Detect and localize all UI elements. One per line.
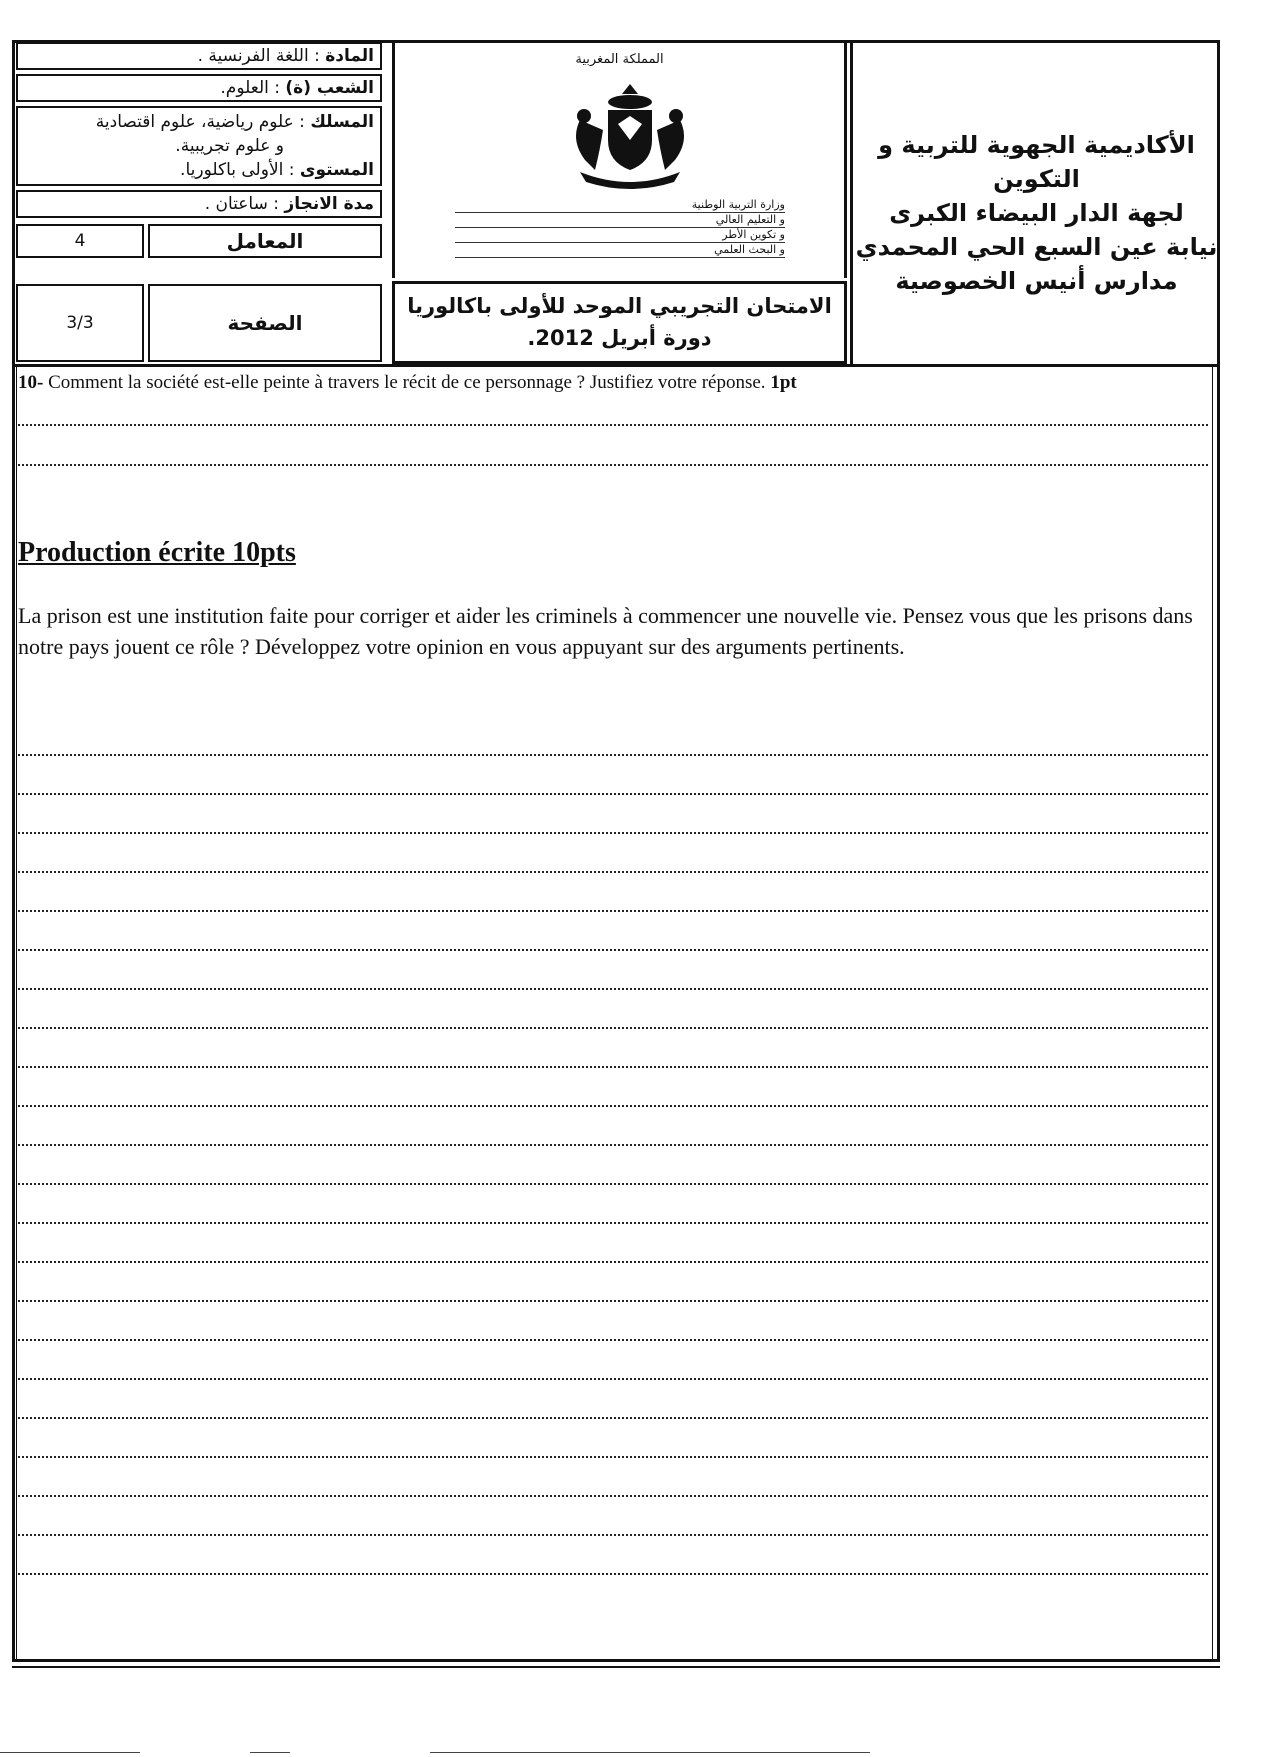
writing-line bbox=[18, 754, 1208, 756]
writing-line bbox=[18, 871, 1208, 873]
writing-line bbox=[18, 1417, 1208, 1419]
subject-value: : اللغة الفرنسية . bbox=[197, 46, 320, 66]
academy-line: لجهة الدار البيضاء الكبرى bbox=[889, 199, 1184, 227]
writing-line bbox=[18, 910, 1208, 912]
ministry-line: وزارة التربية الوطنية bbox=[455, 198, 785, 213]
subject-cell bbox=[16, 42, 382, 70]
writing-line bbox=[18, 949, 1208, 951]
writing-line bbox=[18, 1339, 1208, 1341]
answer-line bbox=[18, 424, 1208, 426]
academy-line: نيابة عين السبع الحي المحمدي bbox=[855, 233, 1218, 261]
footer-line bbox=[250, 1752, 290, 1753]
answer-line bbox=[18, 464, 1208, 466]
writing-line bbox=[18, 1495, 1208, 1497]
branch-label: الشعب (ة) bbox=[285, 78, 374, 98]
footer-line bbox=[430, 1752, 870, 1753]
ministry-block bbox=[392, 40, 847, 278]
track-label: المسلك bbox=[310, 112, 374, 132]
coefficient-label-cell bbox=[148, 224, 382, 258]
writing-line bbox=[18, 1261, 1208, 1263]
exam-session: دورة أبريل 2012. bbox=[527, 326, 712, 350]
branch-value: : العلوم. bbox=[220, 78, 280, 98]
page-value: 3/3 bbox=[66, 313, 94, 333]
writing-line bbox=[18, 988, 1208, 990]
track-value: : علوم رياضية، علوم اقتصادية bbox=[95, 112, 305, 132]
track-value-2: و علوم تجريبية. bbox=[175, 136, 284, 156]
writing-line bbox=[18, 793, 1208, 795]
writing-line bbox=[18, 1066, 1208, 1068]
subject-label: المادة bbox=[325, 46, 374, 66]
page-label-cell bbox=[148, 284, 382, 362]
footer-line bbox=[0, 1752, 140, 1753]
academy-line: مدارس أنيس الخصوصية bbox=[895, 267, 1178, 295]
branch-cell bbox=[16, 74, 382, 102]
duration-label: مدة الانجاز bbox=[284, 194, 374, 214]
ministry-line: و تكوين الأطر bbox=[455, 228, 785, 243]
writing-line bbox=[18, 1144, 1208, 1146]
kingdom-name: المملكة المغربية bbox=[575, 52, 664, 67]
coefficient-value: 4 bbox=[74, 231, 86, 251]
duration-value: : ساعتان . bbox=[204, 194, 279, 214]
section-title: Production écrite 10pts bbox=[18, 537, 296, 568]
level-label: المستوى bbox=[299, 160, 374, 180]
question-number: 10- bbox=[18, 372, 44, 393]
writing-line bbox=[18, 1027, 1208, 1029]
frame-double-line bbox=[12, 1666, 1220, 1668]
level-value: : الأولى باكلوريا. bbox=[180, 160, 295, 180]
writing-line bbox=[18, 1183, 1208, 1185]
question-10 bbox=[18, 372, 797, 394]
writing-line bbox=[18, 1105, 1208, 1107]
academy-block bbox=[850, 40, 1220, 364]
writing-line bbox=[18, 1222, 1208, 1224]
page-label: الصفحة bbox=[227, 311, 303, 335]
page-value-cell bbox=[16, 284, 144, 362]
ministry-line: و التعليم العالي bbox=[455, 213, 785, 228]
writing-line bbox=[18, 1573, 1208, 1575]
writing-prompt: La prison est une institution faite pour corriger et aider les criminels à commencer une nouvelle vie. Pensez vous que les prisons dans notre pays jouent ce rôle ? Développez votre opinion en vous appuyant sur des arguments pertinents. bbox=[18, 603, 1193, 659]
academy-line: الأكاديمية الجهوية للتربية و التكوين bbox=[878, 131, 1195, 193]
writing-line bbox=[18, 832, 1208, 834]
exam-title: الامتحان التجريبي الموحد للأولى باكالوريا bbox=[407, 294, 832, 318]
writing-line bbox=[18, 1534, 1208, 1536]
ministry-line: و البحث العلمي bbox=[455, 243, 785, 258]
royal-emblem-icon bbox=[560, 80, 700, 190]
coefficient-label: المعامل bbox=[226, 229, 304, 253]
duration-cell bbox=[16, 190, 382, 218]
writing-line bbox=[18, 1300, 1208, 1302]
question-points: 1pt bbox=[770, 372, 797, 393]
question-text: Comment la société est-elle peinte à travers le récit de ce personnage ? Justifiez votre réponse. bbox=[48, 372, 766, 393]
exam-header bbox=[12, 40, 1220, 367]
exam-title-block bbox=[392, 281, 847, 364]
writing-line bbox=[18, 1456, 1208, 1458]
writing-line bbox=[18, 1378, 1208, 1380]
track-cell bbox=[16, 106, 382, 186]
ministry-name bbox=[455, 198, 785, 258]
coefficient-value-cell bbox=[16, 224, 144, 258]
